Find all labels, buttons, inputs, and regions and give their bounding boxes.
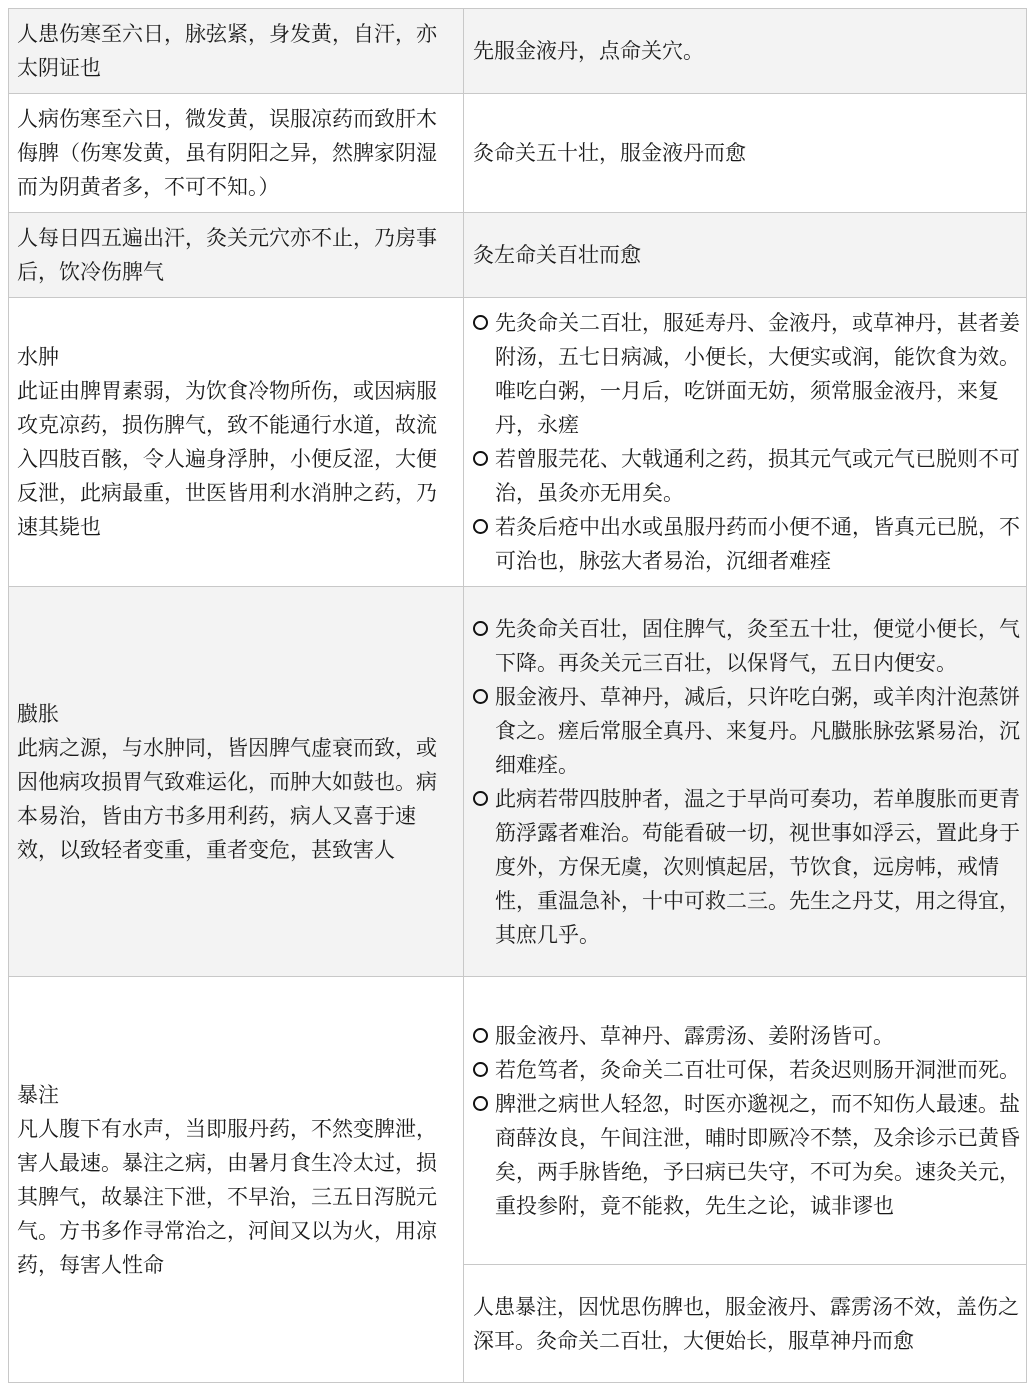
circle-bullet-icon <box>473 510 495 544</box>
disease-title: 暴注 <box>17 1082 59 1107</box>
disease-description: 凡人腹下有水声，当即服丹药，不然变脾泄，害人最速。暴注之病，由暑月食生冷太过，损其脾气，故暴注下泄，不早治，三五日泻脱元气。方书多作寻常治之，河间又以为火，用凉药，每害人性命 <box>17 1116 437 1277</box>
treatment-cell <box>464 298 1027 587</box>
treatment-cell: 先服金液丹，点命关穴。 <box>464 9 1027 94</box>
disease-description: 此病之源，与水肿同，皆因脾气虚衰而致，或因他病攻损胃气致难运化，而肿大如鼓也。病本易治，皆由方书多用利药，病人又喜于速效，以致轻者变重，重者变危，甚致害人 <box>17 735 437 862</box>
list-item: 先灸命关二百壮，服延寿丹、金液丹，或草神丹，甚者姜附汤，五七日病减，小便长，大便实或润，能饮食为效。唯吃白粥，一月后，吃饼面无妨，须常服金液丹，来复丹，永瘥 <box>473 306 1020 442</box>
list-item: 服金液丹、草神丹、霹雳汤、姜附汤皆可。 <box>473 1019 1020 1053</box>
symptom-cell <box>9 587 464 977</box>
table-row <box>9 977 1027 1265</box>
list-item: 若灸后疮中出水或虽服丹药而小便不通，皆真元已脱，不可治也，脉弦大者易治，沉细者难痊 <box>473 510 1020 578</box>
list-item: 若曾服芫花、大戟通利之药，损其元气或元气已脱则不可治，虽灸亦无用矣。 <box>473 442 1020 510</box>
table-row <box>9 9 1027 94</box>
symptom-cell <box>9 977 464 1383</box>
list-item: 此病若带四肢肿者，温之于早尚可奏功，若单腹胀而更青筋浮露者难治。苟能看破一切，视世事如浮云，置此身于度外，方保无虞，次则慎起居，节饮食，远房帏，戒情性，重温急补，十中可救二三。先生之丹艾，用之得宜，其庶几乎。 <box>473 782 1020 952</box>
symptom-cell: 人病伤寒至六日，微发黄，误服凉药而致肝木侮脾（伤寒发黄，虽有阴阳之异，然脾家阴湿而为阴黄者多，不可不知。） <box>9 94 464 213</box>
list-item: 脾泄之病世人轻忽，时医亦邈视之，而不知伤人最速。盐商薛汝良，午间注泄，晡时即厥冷不禁，及余诊示已黄昏矣，两手脉皆绝，予曰病已失守，不可为矣。速灸关元，重投参附，竟不能救，先生之论，诚非谬也 <box>473 1087 1020 1223</box>
circle-bullet-icon <box>473 1087 495 1121</box>
list-item: 先灸命关百壮，固住脾气，灸至五十壮，便觉小便长，气下降。再灸关元三百壮，以保肾气，五日内便安。 <box>473 612 1020 680</box>
circle-bullet-icon <box>473 680 495 714</box>
list-item: 若危笃者，灸命关二百壮可保，若灸迟则肠开洞泄而死。 <box>473 1053 1020 1087</box>
treatment-cell: 人患暴注，因忧思伤脾也，服金液丹、霹雳汤不效，盖伤之深耳。灸命关二百壮，大便始长，服草神丹而愈 <box>464 1265 1027 1383</box>
circle-bullet-icon <box>473 782 495 816</box>
table-row <box>9 587 1027 977</box>
disease-title: 水肿 <box>17 345 59 369</box>
treatment-cell: 灸左命关百壮而愈 <box>464 213 1027 298</box>
table-row <box>9 298 1027 587</box>
circle-bullet-icon <box>473 1019 495 1053</box>
circle-bullet-icon <box>473 1053 495 1087</box>
symptom-cell: 人患伤寒至六日，脉弦紧，身发黄，自汗，亦太阴证也 <box>9 9 464 94</box>
symptom-cell: 人每日四五遍出汗，灸关元穴亦不止，乃房事后，饮冷伤脾气 <box>9 213 464 298</box>
treatment-cell <box>464 587 1027 977</box>
disease-description: 此证由脾胃素弱，为饮食冷物所伤，或因病服攻克凉药，损伤脾气，致不能通行水道，故流入四肢百骸，令人遍身浮肿，小便反涩，大便反泄，此病最重，世医皆用利水消肿之药，乃速其毙也 <box>17 379 437 539</box>
disease-title: 臌胀 <box>17 701 59 726</box>
symptom-cell <box>9 298 464 587</box>
table-row <box>9 213 1027 298</box>
list-item: 服金液丹、草神丹，减后，只许吃白粥，或羊肉汁泡蒸饼食之。瘥后常服全真丹、来复丹。凡臌胀脉弦紧易治，沉细难痊。 <box>473 680 1020 782</box>
circle-bullet-icon <box>473 442 495 476</box>
treatment-table <box>8 8 1027 1383</box>
treatment-cell: 灸命关五十壮，服金液丹而愈 <box>464 94 1027 213</box>
circle-bullet-icon <box>473 306 495 340</box>
table-row <box>9 94 1027 213</box>
circle-bullet-icon <box>473 612 495 646</box>
treatment-cell <box>464 977 1027 1265</box>
